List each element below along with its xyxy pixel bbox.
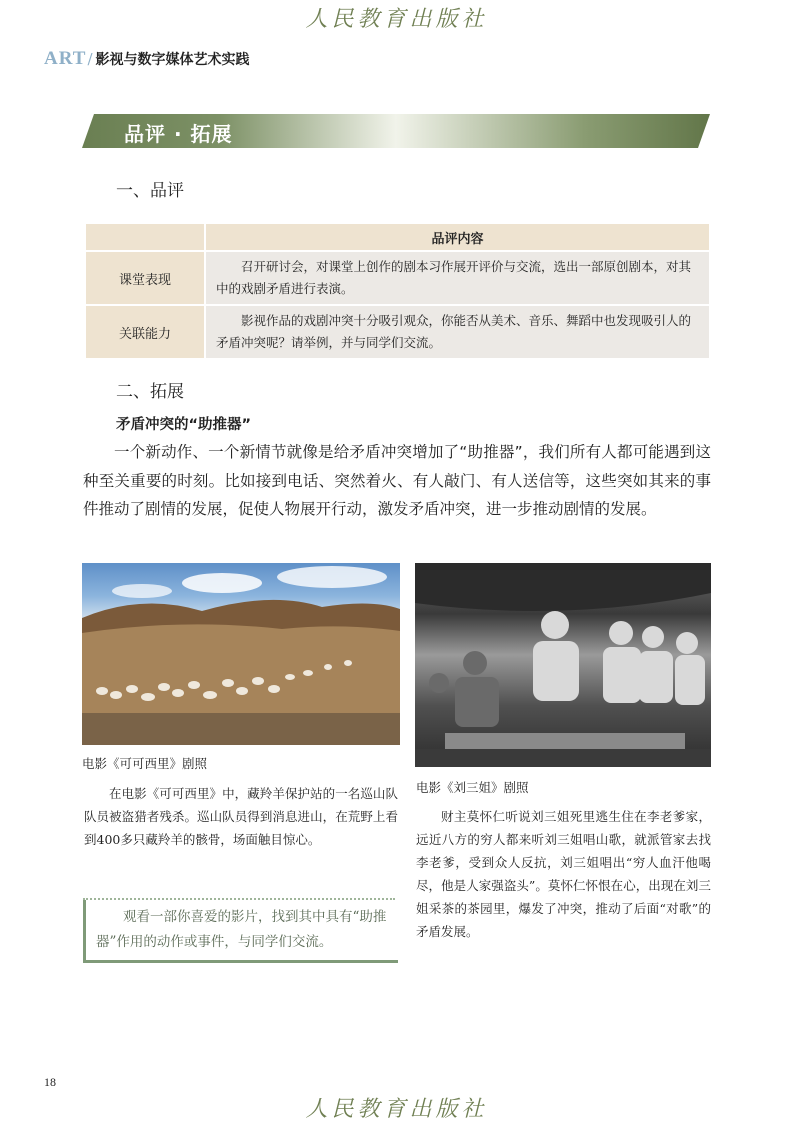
publisher-logo-top: 人民教育出版社 (305, 7, 488, 32)
row-content-classroom: 召开研讨会，对课堂上创作的剧本习作展开评价与交流，选出一部原创剧本，对其中的戏剧矛盾进行表演。 (206, 252, 709, 304)
table-corner-cell (86, 224, 204, 250)
section2-paragraph: 一个新动作、一个新情节就像是给矛盾冲突增加了“助推器”，我们所有人都可能遇到这种至关重要的时刻。比如接到电话、突然着火、有人敲门、有人送信等，这些突如其来的事件推动了剧情的发展，促使人物展开行动，激发矛盾冲突，进一步推动剧情的发展。 (83, 443, 711, 518)
film-still-liusanjie (415, 563, 711, 767)
section1-heading: 一、品评 (116, 181, 184, 201)
series-header (44, 48, 250, 70)
section2-heading: 二、拓展 (116, 382, 184, 402)
banner-title: 品评 · 拓展 (124, 122, 233, 146)
table-row (86, 306, 709, 358)
publisher-logo-bottom: 人民教育出版社 (305, 1097, 488, 1122)
series-separator: / (87, 50, 93, 68)
figure1-caption: 电影《可可西里》剧照 (82, 756, 208, 771)
figure2-description: 财主莫怀仁听说刘三姐死里逃生住在李老爹家，远近八方的穷人都来听刘三姐唱山歌，就派管家去找李老爹，受到众人反抗，刘三姐唱出“穷人血汗他喝尽，他是人家强盗头”。莫怀仁怀恨在心，出现在刘三姐采茶的茶园里，爆发了冲突，推动了后面“对歌”的矛盾发展。 (416, 809, 711, 939)
section2-subheading: 矛盾冲突的“助推器” (116, 417, 252, 433)
row-label-ability: 关联能力 (86, 306, 204, 358)
row-content-ability: 影视作品的戏剧冲突十分吸引观众，你能否从美术、音乐、舞蹈中也发现吸引人的矛盾冲突呢？请举例，并与同学们交流。 (206, 306, 709, 358)
figure2-caption: 电影《刘三姐》剧照 (416, 780, 529, 795)
film-still-kekexili (82, 563, 400, 745)
activity-tip-text: 观看一部你喜爱的影片，找到其中具有“助推器”作用的动作或事件，与同学们交流。 (96, 909, 387, 950)
review-table (84, 222, 711, 360)
table-row (86, 252, 709, 304)
page-number: 18 (44, 1075, 56, 1089)
series-title: 影视与数字媒体艺术实践 (95, 52, 250, 68)
figure1-description: 在电影《可可西里》中，藏羚羊保护站的一名巡山队队员被盗猎者残杀。巡山队员得到消息进山，在荒野上看到400多只藏羚羊的骸骨，场面触目惊心。 (84, 786, 398, 847)
series-art-label: ART (44, 48, 87, 69)
table-column-header: 品评内容 (206, 224, 709, 250)
row-label-classroom: 课堂表现 (86, 252, 204, 304)
